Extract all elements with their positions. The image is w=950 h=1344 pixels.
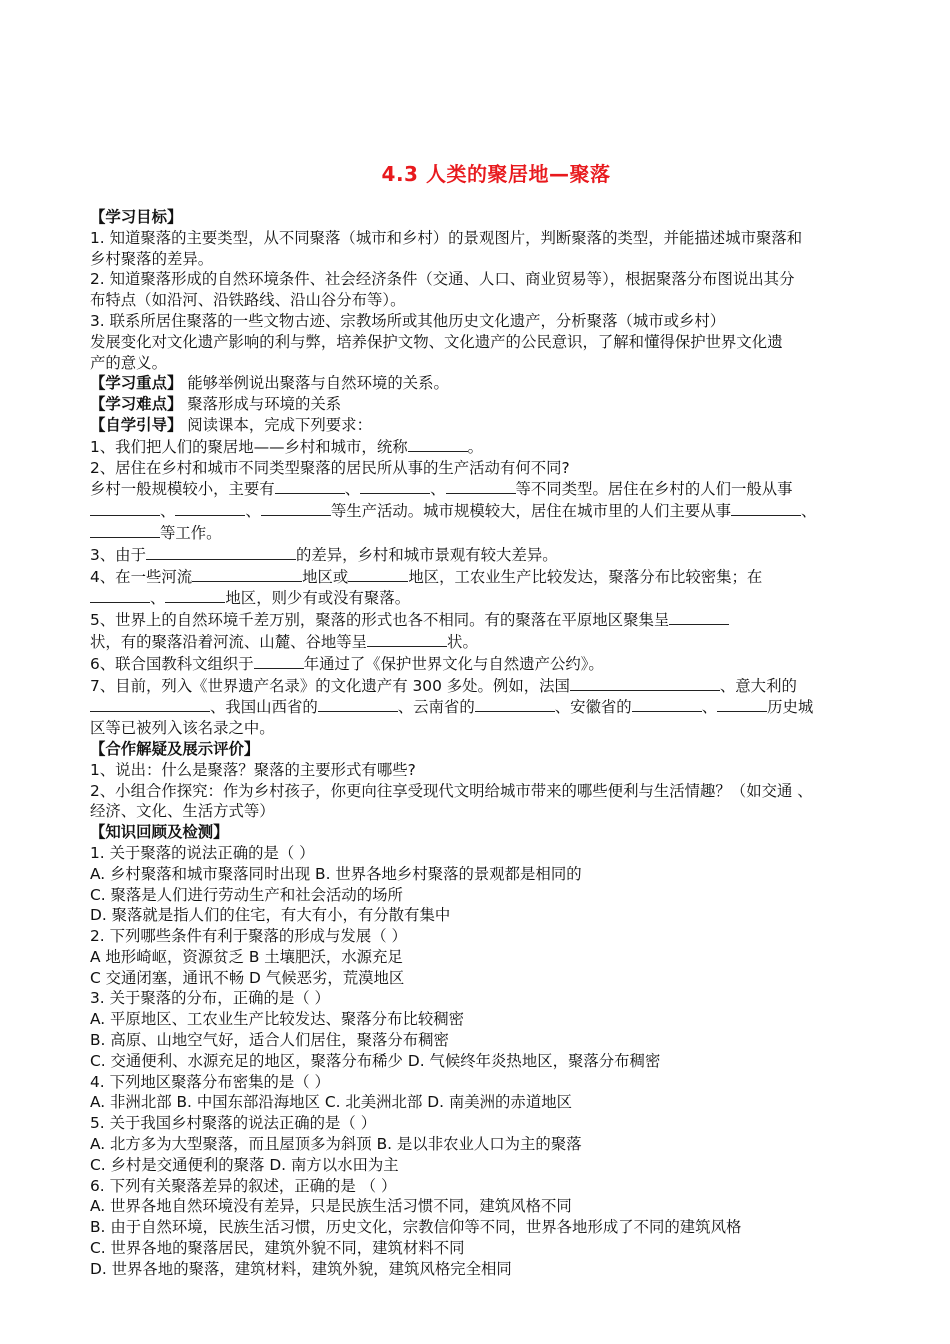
review-line: 1. 关于聚落的说法正确的是（ ）: [90, 843, 315, 862]
goal-heading: 【学习目标】: [90, 208, 183, 226]
key-text: 能够举例说出聚落与自然环境的关系。: [187, 374, 449, 393]
answer-blank[interactable]: [348, 566, 408, 582]
question-text: 状，有的聚落沿着河流、山麓、谷地等呈: [90, 632, 368, 651]
review-line: 3. 关于聚落的分布，正确的是（ ）: [90, 989, 330, 1008]
cooperation-line: 经济、文化、生活方式等）: [90, 802, 275, 821]
review-line: 6. 下列有关聚落差异的叙述，正确的是 （ ）: [90, 1176, 397, 1195]
answer-blank[interactable]: [318, 696, 398, 712]
answer-blank[interactable]: [360, 478, 430, 494]
answer-blank[interactable]: [367, 631, 447, 647]
answer-blank[interactable]: [446, 478, 516, 494]
question-7c: 区等已被列入该名录之中。: [90, 719, 275, 738]
review-line: A. 平原地区、工农业生产比较发达、聚落分布比较稠密: [90, 1010, 465, 1029]
answer-blank[interactable]: [632, 696, 702, 712]
self-study-text: 阅读课本，完成下列要求：: [187, 415, 372, 434]
review-line: B. 高原、山地空气好，适合人们居住，聚落分布稠密: [90, 1031, 449, 1050]
question-text: 历史城: [767, 698, 814, 717]
review-line: A. 非洲北部 B. 中国东部沿海地区 C. 北美洲北部 D. 南美洲的赤道地区: [90, 1093, 572, 1112]
review-line: C. 乡村是交通便利的聚落 D. 南方以水田为主: [90, 1155, 399, 1174]
question-text: 状。: [447, 632, 478, 651]
answer-blank[interactable]: [146, 544, 296, 560]
question-text: 、: [430, 480, 446, 499]
review-line: D. 世界各地的聚落，建筑材料，建筑外貌，建筑风格完全相同: [90, 1259, 512, 1278]
question-text: 5、世界上的自然环境千差万别，聚落的形式也各不相同。有的聚落在平原地区聚集呈: [90, 611, 670, 630]
answer-blank[interactable]: [175, 500, 245, 516]
cooperation-line: 2、小组合作探究：作为乡村孩子，你更向往享受现代文明给城市带来的哪些便利与生活情趣？（如交通 、: [90, 781, 813, 800]
review-line: C. 世界各地的聚落居民，建筑外貌不同，建筑材料不同: [90, 1239, 465, 1258]
answer-blank[interactable]: [192, 566, 302, 582]
question-text: 3、由于: [90, 545, 146, 564]
question-2: 2、居住在乡村和城市不同类型聚落的居民所从事的生产活动有何不同?: [90, 458, 570, 477]
review-line: B. 由于自然环境，民族生活习惯，历史文化，宗教信仰等不同，世界各地形成了不同的建筑风格: [90, 1218, 742, 1237]
review-line: A. 北方多为大型聚落，而且屋顶多为斜顶 B. 是以非农业人口为主的聚落: [90, 1135, 582, 1154]
question-text: 7、目前，列入《世界遗产名录》的文化遗产有 300 多处。例如，法国: [90, 676, 570, 695]
key-point-line: [90, 373, 890, 394]
goal-line: 3. 联系所居住聚落的一些文物古迹、宗教场所或其他历史文化遗产，分析聚落（城市或乡村）: [90, 311, 726, 330]
question-text: 、: [150, 589, 166, 608]
review-line: C. 交通便利、水源充足的地区，聚落分布稀少 D. 气候终年炎热地区，聚落分布稠密: [90, 1051, 661, 1070]
self-study-line: [90, 415, 890, 436]
question-4: [90, 566, 890, 588]
answer-blank[interactable]: [408, 436, 468, 452]
question-text: 、: [245, 502, 261, 521]
answer-blank[interactable]: [90, 500, 160, 516]
question-2c: [90, 522, 890, 544]
question-text: 等不同类型。居住在乡村的人们一般从事: [515, 480, 793, 499]
answer-blank[interactable]: [165, 587, 225, 603]
question-text: 地区，工农业生产比较发达，聚落分布比较密集；在: [408, 567, 763, 586]
goal-line: 产的意义。: [90, 353, 167, 372]
review-line: D. 聚落就是指人们的住宅，有大有小，有分散有集中: [90, 906, 451, 925]
goal-line: 乡村聚落的差异。: [90, 249, 214, 268]
question-1: [90, 436, 890, 458]
question-text: 、: [800, 502, 817, 521]
question-2b: [90, 500, 890, 522]
difficulty-text: 聚落形成与环境的关系: [187, 395, 342, 414]
answer-blank[interactable]: [717, 696, 767, 712]
page-title: 4.3 人类的聚居地—聚落: [381, 162, 611, 186]
review-line: 2. 下列哪些条件有利于聚落的形成与发展（ ）: [90, 927, 407, 946]
question-text: 地区，则少有或没有聚落。: [225, 589, 411, 608]
question-text: 1、我们把人们的聚居地——乡村和城市，统称: [90, 437, 408, 456]
key-heading: 【学习重点】: [90, 374, 183, 393]
cooperation-line: 1、说出：什么是聚落？聚落的主要形式有哪些?: [90, 760, 416, 779]
question-text: 等工作。: [160, 523, 222, 542]
answer-blank[interactable]: [275, 478, 345, 494]
question-text: 。: [467, 437, 484, 456]
answer-blank[interactable]: [90, 696, 210, 712]
answer-blank[interactable]: [90, 587, 150, 603]
review-line: C 交通闭塞，通讯不畅 D 气候恶劣，荒漠地区: [90, 968, 405, 987]
review-line: C. 聚落是人们进行劳动生产和社会活动的场所: [90, 885, 403, 904]
question-text: 地区或: [302, 567, 349, 586]
question-6: [90, 653, 890, 675]
review-line: A 地形崎岖，资源贫乏 B 土壤肥沃，水源充足: [90, 947, 403, 966]
review-line: 5. 关于我国乡村聚落的说法正确的是（ ）: [90, 1114, 377, 1133]
question-text: 年通过了《保护世界文化与自然遗产公约》。: [303, 654, 604, 673]
question-text: 的差异，乡村和城市景观有较大差异。: [295, 545, 558, 564]
question-2a: [90, 478, 890, 500]
review-line: A. 世界各地自然环境没有差异，只是民族生活习惯不同，建筑风格不同: [90, 1197, 572, 1216]
question-text: 、: [701, 698, 718, 717]
answer-blank[interactable]: [570, 675, 720, 691]
question-text: 、: [160, 502, 176, 521]
question-5: [90, 609, 890, 631]
question-7b: [90, 696, 890, 718]
question-text: 等生产活动。城市规模较大，居住在城市里的人们主要从事: [330, 502, 731, 521]
answer-blank[interactable]: [90, 522, 160, 538]
review-heading: 【知识回顾及检测】: [90, 823, 229, 842]
question-text: 、我国山西省的: [210, 698, 318, 717]
question-text: 乡村一般规模较小，主要有: [90, 480, 275, 499]
cooperation-heading: 【合作解疑及展示评价】: [90, 739, 260, 758]
question-3: [90, 544, 890, 566]
goal-line: 发展变化对文化遗产影响的利与弊，培养保护文物、文化遗产的公民意识，了解和懂得保护世界文化遗: [90, 332, 783, 351]
question-5b: [90, 631, 890, 653]
answer-blank[interactable]: [669, 609, 729, 625]
answer-blank[interactable]: [261, 500, 331, 516]
goal-line: 布特点（如沿河、沿铁路线、沿山谷分布等）。: [90, 291, 406, 310]
self-study-heading: 【自学引导】: [90, 415, 183, 434]
question-text: 、云南省的: [397, 698, 475, 717]
question-text: 6、联合国教科文组织于: [90, 654, 254, 673]
question-text: 、意大利的: [719, 676, 797, 695]
difficulty-heading: 【学习难点】: [90, 395, 183, 414]
answer-blank[interactable]: [731, 500, 801, 516]
review-line: 4. 下列地区聚落分布密集的是（ ）: [90, 1072, 330, 1091]
difficulty-line: [90, 394, 890, 415]
question-text: 、: [344, 480, 361, 499]
question-7: [90, 675, 890, 697]
answer-blank[interactable]: [254, 653, 304, 669]
question-text: 、安徽省的: [554, 698, 632, 717]
goal-line: 2. 知道聚落形成的自然环境条件、社会经济条件（交通、人口、商业贸易等），根据聚落分布图说出其分: [90, 270, 795, 289]
question-4b: [90, 587, 890, 609]
answer-blank[interactable]: [475, 696, 555, 712]
question-text: 4、在一些河流: [90, 567, 193, 586]
goal-line: 1. 知道聚落的主要类型，从不同聚落（城市和乡村）的景观图片，判断聚落的类型，并能描述城市聚落和: [90, 228, 803, 247]
review-line: A. 乡村聚落和城市聚落同时出现 B. 世界各地乡村聚落的景观都是相同的: [90, 864, 582, 883]
